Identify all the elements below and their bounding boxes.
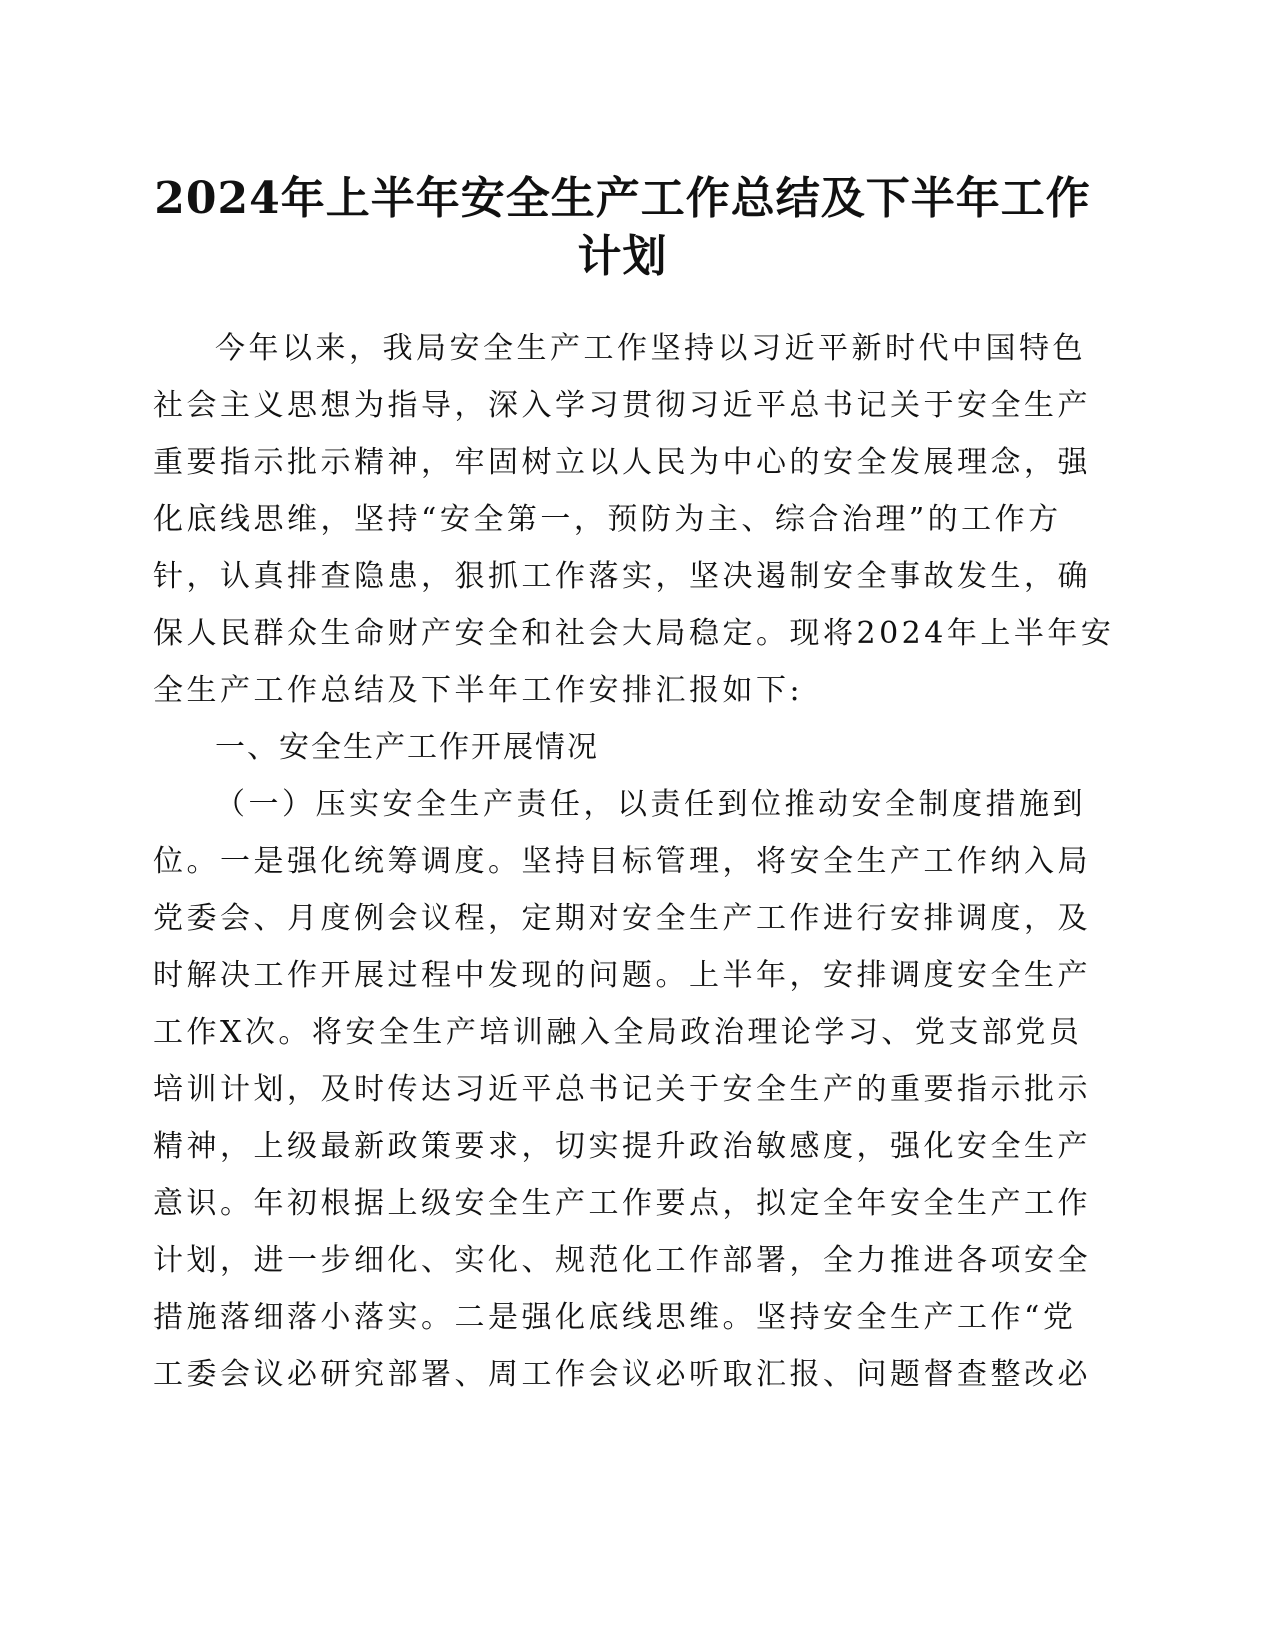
intro-line-3: 重要指示批示精神，牢固树立以人民为中心的安全发展理念，强	[153, 445, 1091, 480]
intro-line-2: 社会主义思想为指导，深入学习贯彻习近平总书记关于安全生产	[153, 388, 1091, 423]
section-line-7: 精神，上级最新政策要求，切实提升政治敏感度，强化安全生产	[153, 1129, 1091, 1164]
section-line-8: 意识。年初根据上级安全生产工作要点，拟定全年安全生产工作	[153, 1186, 1091, 1221]
title-line-1: 2024年上半年安全生产工作总结及下半年工作	[154, 173, 1091, 224]
intro-line-7: 全生产工作总结及下半年工作安排汇报如下:	[153, 673, 804, 708]
section-line-2: 位。一是强化统筹调度。坚持目标管理，将安全生产工作纳入局	[153, 844, 1091, 879]
section-line-5: 工作X次。将安全生产培训融入全局政治理论学习、党支部党员	[153, 1015, 1083, 1050]
section-line-11: 工委会议必研究部署、周工作会议必听取汇报、问题督查整改必	[153, 1357, 1091, 1392]
section-line-6: 培训计划，及时传达习近平总书记关于安全生产的重要指示批示	[153, 1072, 1091, 1107]
section-heading: 一、安全生产工作开展情况	[215, 730, 599, 765]
document-title	[150, 170, 1095, 286]
section-line-1: （一）压实安全生产责任，以责任到位推动安全制度措施到	[215, 787, 1086, 822]
intro-line-4: 化底线思维，坚持“安全第一，预防为主、综合治理”的工作方	[153, 502, 1062, 537]
title-line-2: 计划	[577, 231, 668, 282]
section-line-10: 措施落细落小落实。二是强化底线思维。坚持安全生产工作“党	[153, 1300, 1077, 1335]
section-line-4: 时解决工作开展过程中发现的问题。上半年，安排调度安全生产	[153, 958, 1091, 993]
document-body	[153, 320, 1115, 1403]
section-line-9: 计划，进一步细化、实化、规范化工作部署，全力推进各项安全	[153, 1243, 1091, 1278]
section-line-3: 党委会、月度例会议程，定期对安全生产工作进行安排调度，及	[153, 901, 1091, 936]
intro-line-5: 针，认真排查隐患，狠抓工作落实，坚决遏制安全事故发生，确	[153, 559, 1091, 594]
intro-line-6: 保人民群众生命财产安全和社会大局稳定。现将2024年上半年安	[153, 616, 1115, 651]
intro-line-1: 今年以来，我局安全生产工作坚持以习近平新时代中国特色	[215, 331, 1086, 366]
